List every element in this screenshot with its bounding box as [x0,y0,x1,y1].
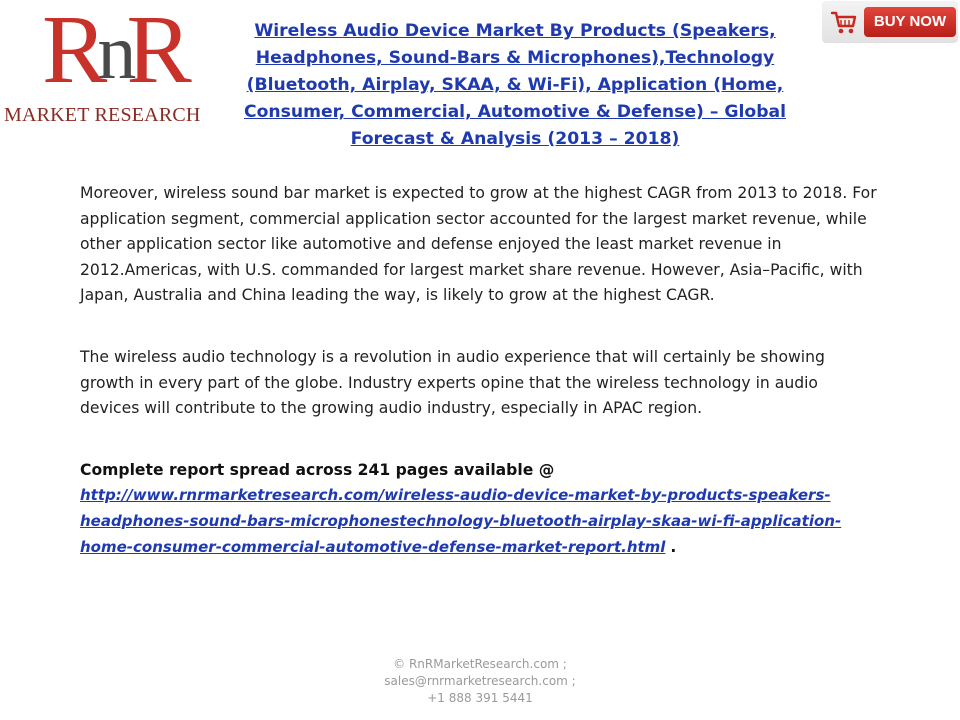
paragraph-technology: The wireless audio technology is a revolution in audio experience that will certainly be showing growth in every part of the globe. Industry experts opine that the wireless technology in audio devices will contribute to the growing audio industry, especially in APAC region. [80,347,825,418]
footer-copyright: © RnRMarketResearch.com ; [393,657,567,671]
footer-phone: +1 888 391 5441 [427,691,533,705]
logo-letter-r2: R [126,0,182,104]
logo-wordmark: MARKET RESEARCH [4,104,201,126]
report-trailing-period: . [670,537,677,556]
buy-now-label: BUY NOW [864,7,956,37]
paragraph-growth: Moreover, wireless sound bar market is expected to grow at the highest CAGR from 2013 to 2018. For application segment, commercial application sector accounted for the largest market revenue, while other application sector like automotive and defense enjoyed the least market revenue in 2012.Americas, with U.S. commanded for largest market share revenue. However, Asia–Pacific, with Japan, Australia and China leading the way, is likely to grow at the highest CAGR. [80,184,877,305]
report-title-link[interactable]: Wireless Audio Device Market By Products (Speakers, Headphones, Sound-Bars & Microphones),Technology (Bluetooth, Airplay, SKAA, & Wi-Fi), Application (Home, Consumer, Commercial, Automotive & Defense) – Global Forecast & Analysis (2013 – 2018) [243,21,786,149]
main-content [80,181,880,560]
report-availability [80,458,880,560]
report-url-link[interactable]: http://www.rnrmarketresearch.com/wireless-audio-device-market-by-products-speakers-headphones-sound-bars-microphonestechnology-bluetooth-airplay-skaa-wi-fi-application-home-consumer-commercial-automotive-defense-market-report.html [80,486,842,556]
logo-mark [42,0,182,106]
shopping-cart-icon [830,8,858,36]
footer-email: sales@rnrmarketresearch.com ; [384,674,576,688]
logo-letter-r1: R [42,0,98,104]
logo-letter-n: n [97,8,127,95]
rnr-logo[interactable] [4,0,226,126]
footer-contact [330,656,630,707]
buy-now-button[interactable] [822,1,958,43]
report-pages-text: Complete report spread across 241 pages available @ [80,460,555,479]
